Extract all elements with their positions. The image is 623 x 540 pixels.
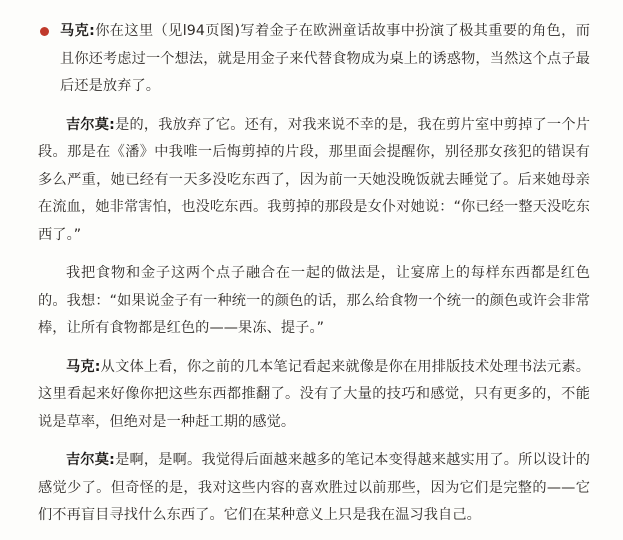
paragraph-spacer [38,345,590,354]
speaker-label-1: 马克: [60,23,95,39]
paragraph-3 [38,260,590,343]
paragraph-text-5: 是啊，是啊。我觉得后面越来越多的笔记本变得越来越实用了。所以设计的感觉少了。但奇怪的是，我对这些内容的喜欢胜过以前那些，因为它们是完整的——它们不再盲目寻找什么东西了。它们在某种意义上只是我在温习我自己。 [38,452,590,523]
speaker-label-4: 马克: [66,358,101,375]
document-body [38,18,590,532]
paragraph-4 [38,354,590,437]
speaker-label-2: 吉尔莫: [66,116,115,133]
speaker-label-5: 吉尔莫: [66,452,115,468]
paragraph-spacer [38,438,590,447]
bullet-point-icon [40,27,49,36]
paragraph-spacer [38,251,590,260]
paragraph-text-2: 是的，我放弃了它。还有，对我来说不幸的是，我在剪片室中剪掉了一个片段。那是在《潘》中我唯一后悔剪掉的片段，那里面会提醒你，别径那女孩犯的错误有多么严重，她已经有一天多没吃东西了，因为前一天她没晚饭就去睡觉了。后来她母亲在流血，她非常害怕，也没吃东西。我剪掉的那段是女仆对她说：“你已经一整天没吃东西了。” [38,116,590,243]
paragraph-text-3: 我把食物和金子这两个点子融合在一起的做法是，让宴席上的每样东西都是红色的。我想：“如果说金子有一种统一的颜色的话，那么给食物一个统一的颜色或许会非常棒，让所有食物都是红色的——果冻、提子。” [38,265,590,336]
paragraph-5 [38,447,590,530]
paragraph-text-1: 你在这里（见l94页图)写着金子在欧洲童话故事中扮演了极其重要的角色，而且你还考虑过一个想法，就是用金子来代替食物成为桌上的诱惑物，当然这个点子最后还是放弃了。 [60,23,590,94]
paragraph-spacer [38,103,590,112]
paragraph-text-4: 从文体上看，你之前的几本笔记看起来就像是你在用排版技术处理书法元素。这里看起来好像你把这些东西都推翻了。没有了大量的技巧和感觉，只有更多的，不能说是草率，但绝对是一种赶工期的感觉。 [38,358,591,430]
paragraph-2 [38,112,590,250]
paragraph-1 [38,18,590,101]
